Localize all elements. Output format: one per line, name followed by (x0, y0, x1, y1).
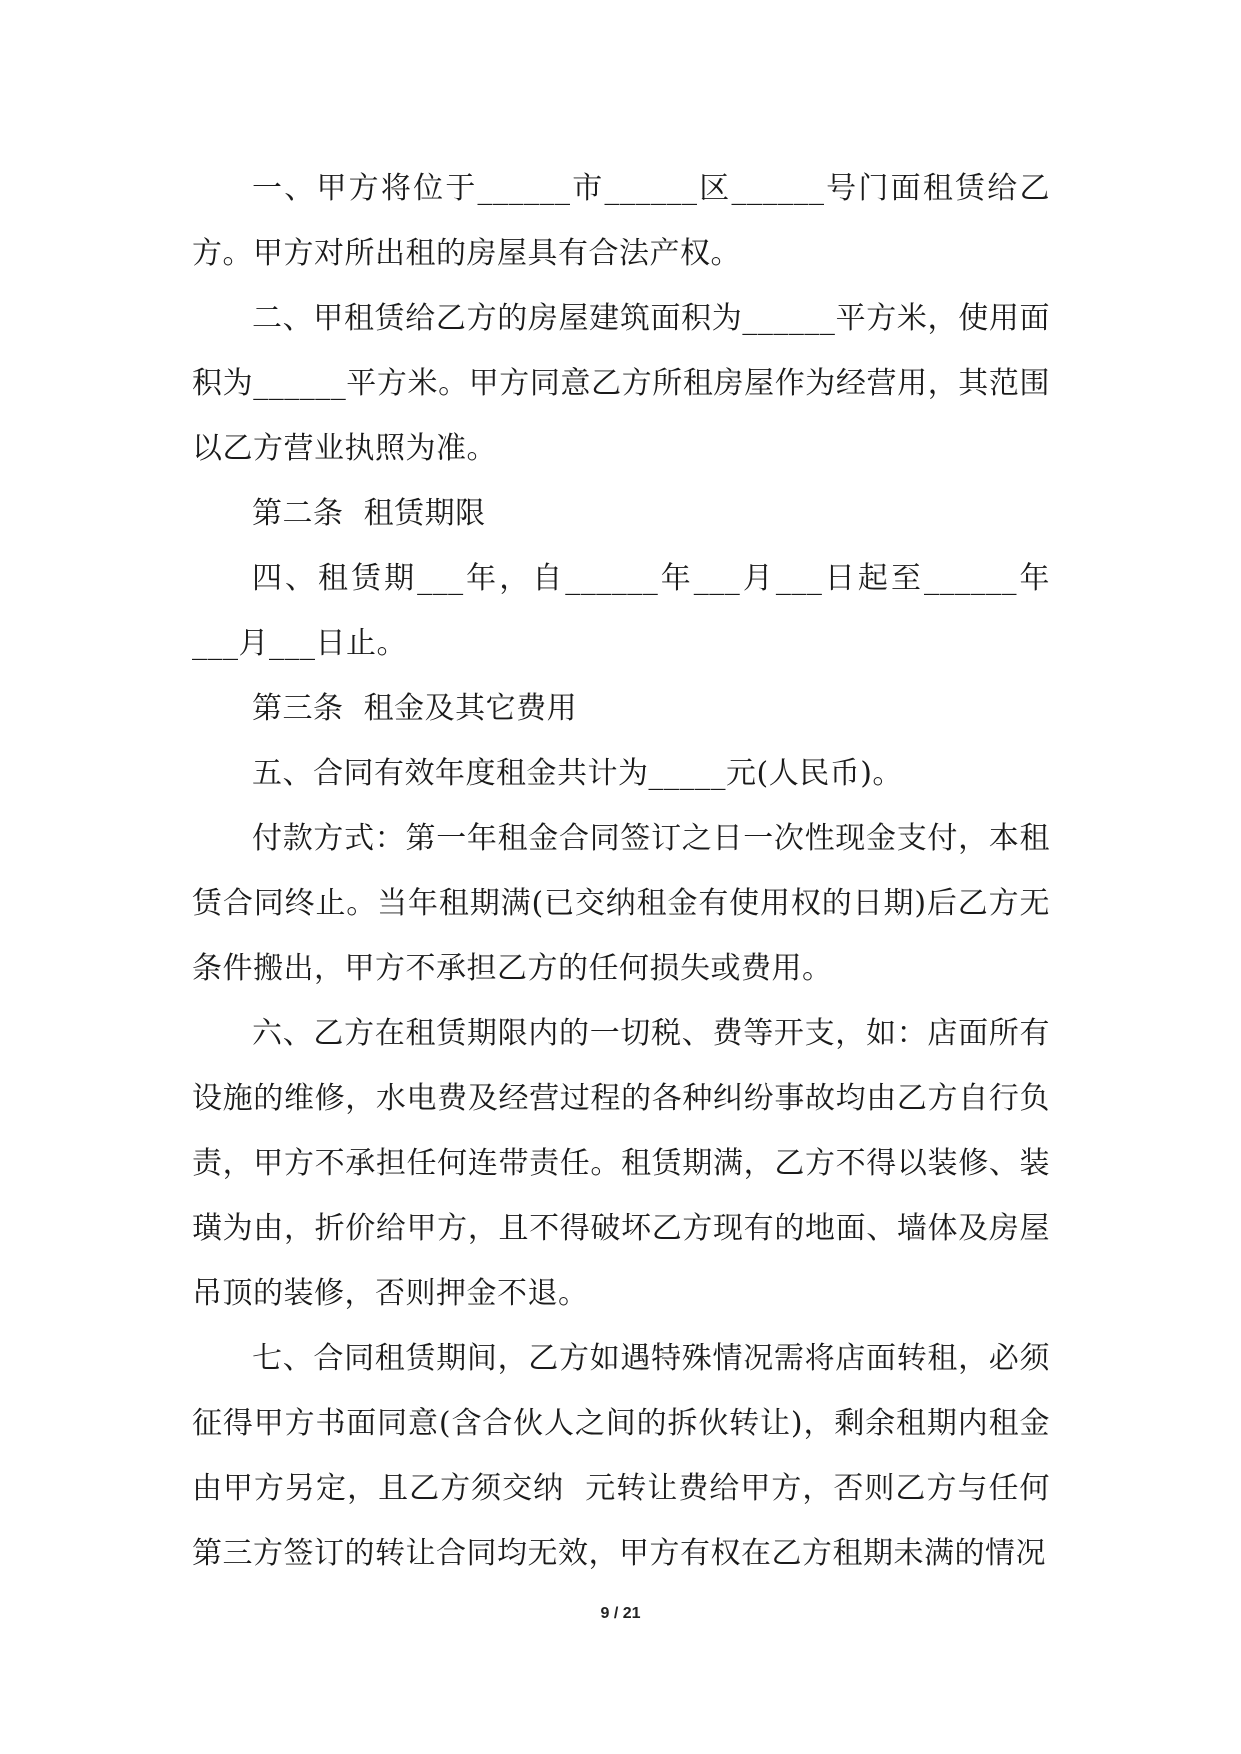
section-heading-rent-fees: 第三条 租金及其它费用 (252, 691, 578, 726)
paragraph-clause-2: 二、甲租赁给乙方的房屋建筑面积为______平方米，使用面积为______平方米。甲方同意乙方所租房屋作为经营用，其范围以乙方营业执照为准。 (192, 301, 1050, 466)
paragraph-clause-6: 六、乙方在租赁期限内的一切税、费等开支，如：店面所有设施的维修，水电费及经营过程的各种纠纷事故均由乙方自行负责，甲方不承担任何连带责任。租赁期满，乙方不得以装修、装璜为由，折价给甲方，且不得破坏乙方现有的地面、墙体及房屋吊顶的装修，否则押金不退。 (192, 1016, 1050, 1311)
paragraph-clause-5: 五、合同有效年度租金共计为_____元(人民币)。 (252, 756, 903, 791)
section-heading-lease-term: 第二条 租赁期限 (252, 496, 486, 531)
page-number: 9 / 21 (600, 1605, 641, 1622)
paragraph-clause-1: 一、甲方将位于______市______区______号门面租赁给乙方。甲方对所出租的房屋具有合法产权。 (192, 171, 1050, 271)
paragraph-payment-method: 付款方式：第一年租金合同签订之日一次性现金支付，本租赁合同终止。当年租期满(已交纳租金有使用权的日期)后乙方无条件搬出，甲方不承担乙方的任何损失或费用。 (192, 821, 1050, 986)
contract-body (192, 156, 1050, 1586)
paragraph-clause-7: 七、合同租赁期间，乙方如遇特殊情况需将店面转租，必须征得甲方书面同意(含合伙人之间的拆伙转让)，剩余租期内租金由甲方另定，且乙方须交纳 元转让费给甲方，否则乙方与任何第三方签订的转让合同均无效，甲方有权在乙方租期未满的情况 (192, 1341, 1050, 1571)
paragraph-clause-4: 四、租赁期___年，自______年___月___日起至______年___月___日止。 (192, 561, 1050, 661)
